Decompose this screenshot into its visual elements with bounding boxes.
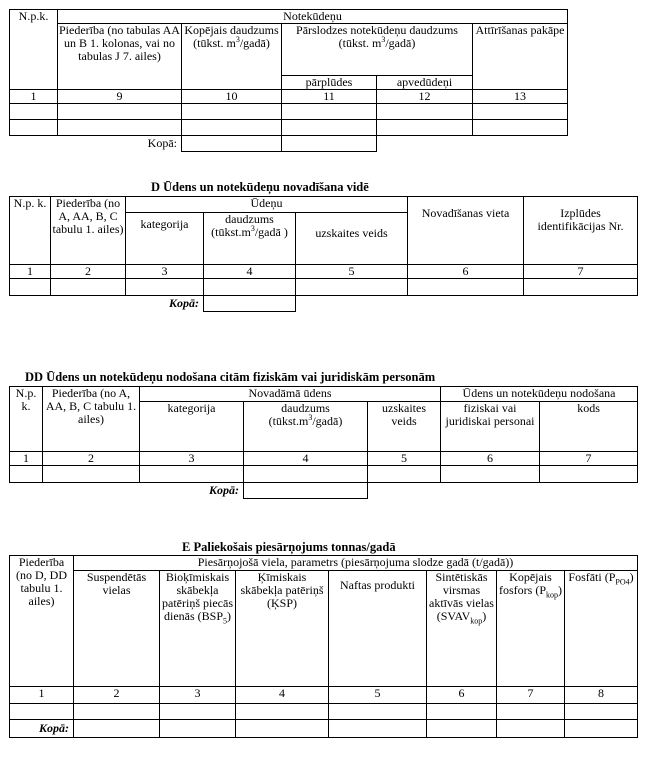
fosfors-header: Kopējais fosfors $(P_{kop})$: [497, 571, 565, 687]
table-row: [10, 120, 568, 136]
col-num: 5: [368, 452, 441, 466]
col-num: 6: [441, 452, 540, 466]
piederiba-header: Piederība (no A, AA, B, C tabulu 1. ailes): [51, 197, 126, 265]
kopa-cell[interactable]: [204, 296, 296, 312]
table-dd: [9, 386, 638, 499]
ksp-header: Ķīmiskais skābekļa patēriņš (ĶSP): [236, 571, 329, 687]
col-num: 1: [10, 687, 74, 704]
kopejais-header: Kopējais daudzums (tūkst. $m^3/gadā$): [182, 24, 282, 90]
npk-header: N.p. k.: [10, 387, 43, 452]
kopa-label: Kopā:: [169, 296, 199, 311]
kopa-cell[interactable]: [282, 136, 377, 152]
novadama-group-header: Novadāmā ūdens: [140, 387, 441, 402]
table-e: [9, 555, 638, 738]
col-num: 7: [524, 265, 638, 279]
table-d-title: D Ūdens un notekūdeņu novadīšana vidē: [151, 180, 369, 194]
table-row: [10, 104, 568, 120]
parslodzes-header: Pārslodzes notekūdeņu daudzums (tūkst. $m^3/gadā$): [282, 24, 473, 76]
piesarnojosa-group-header: Piesārņojošā viela, parametrs (piesārņojuma slodze gadā (t/gadā)): [74, 556, 638, 571]
table-row: [10, 466, 638, 483]
npk-header: N.p.k.: [10, 10, 58, 90]
kategorija-header: kategorija: [140, 402, 244, 452]
col-num: 6: [427, 687, 497, 704]
parpludes-header: pārplūdes: [282, 76, 377, 90]
udenu-group-header: Ūdeņu: [126, 197, 408, 213]
col-num: 3: [140, 452, 244, 466]
kopa-cell[interactable]: [497, 720, 565, 738]
fiziskai-header: fiziskai vai juridiskai personai: [441, 402, 540, 452]
col-num: 1: [10, 90, 58, 104]
kopa-cell[interactable]: [565, 720, 638, 738]
col-num: 2: [43, 452, 140, 466]
table-d: [9, 196, 638, 312]
naftas-header: Naftas produkti: [329, 571, 427, 687]
col-num: 9: [58, 90, 182, 104]
nodosana-group-header: Ūdens un notekūdeņu nodošana: [441, 387, 638, 402]
table-a: [9, 9, 568, 152]
kopa-cell[interactable]: [244, 483, 368, 499]
daudzums-header: daudzums $(tūkst.m^3/gadā)$: [244, 402, 368, 452]
npk-header: N.p. k.: [10, 197, 51, 265]
kopa-row: [10, 136, 568, 152]
kopa-row: [10, 720, 638, 738]
daudzums-header: daudzums ($tūkst.m^3$/gadā ): [204, 213, 296, 265]
notekudenu-group-header: Notekūdeņu: [58, 10, 568, 24]
col-num: 3: [160, 687, 236, 704]
kopa-label: Kopā:: [209, 483, 239, 498]
col-num: 13: [473, 90, 568, 104]
kategorija-header: kategorija: [126, 213, 204, 265]
table-dd-title: DD Ūdens un notekūdeņu nodošana citām fiziskām vai juridiskām personām: [25, 370, 436, 384]
col-num: 4: [244, 452, 368, 466]
col-num: 7: [497, 687, 565, 704]
fosfati-header: Fosfāti $(P_{PO4})$: [565, 571, 638, 687]
attirisanas-header: Attīrīšanas pakāpe: [473, 24, 568, 90]
col-num: 5: [329, 687, 427, 704]
izpludes-header: Izplūdes identifikācijas Nr.: [524, 197, 638, 265]
table-row: [10, 279, 638, 296]
col-num: 6: [408, 265, 524, 279]
kopa-cell[interactable]: [182, 136, 282, 152]
kopa-label: Kopā:: [10, 720, 74, 738]
kopa-row: [10, 483, 638, 499]
col-num: 2: [51, 265, 126, 279]
piederiba-header: Piederība (no D, DD tabulu 1. ailes): [10, 556, 74, 687]
novadisanas-header: Novadīšanas vieta: [408, 197, 524, 265]
col-num: 11: [282, 90, 377, 104]
kopa-cell[interactable]: [427, 720, 497, 738]
kopa-label: Kopā:: [147, 136, 177, 151]
col-num: 12: [377, 90, 473, 104]
table-e-title: E Paliekošais piesārņojums tonnas/gadā: [182, 540, 396, 554]
col-num: 5: [296, 265, 408, 279]
kopa-cell[interactable]: [74, 720, 160, 738]
kods-header: kods: [540, 402, 638, 452]
col-num: 2: [74, 687, 160, 704]
col-num: 3: [126, 265, 204, 279]
piederiba-header: Piederība (no A, AA, B, C tabulu 1. ailes): [43, 387, 140, 452]
col-num: 7: [540, 452, 638, 466]
apvedudeni-header: apvedūdeņi: [377, 76, 473, 90]
kopa-cell[interactable]: [160, 720, 236, 738]
piederiba-header: Piederība (no tabulas AA un B 1. kolonas, vai no tabulas J 7. ailes): [58, 24, 182, 90]
suspendetas-header: Suspendētās vielas: [74, 571, 160, 687]
col-num: 4: [204, 265, 296, 279]
col-num: 1: [10, 265, 51, 279]
col-num: 8: [565, 687, 638, 704]
col-num: 4: [236, 687, 329, 704]
bsp-header: Bioķīmiskais skābekļa patēriņš piecās dienās $(BSP_5)$: [160, 571, 236, 687]
col-num: 10: [182, 90, 282, 104]
col-num: 1: [10, 452, 43, 466]
kopa-cell[interactable]: [236, 720, 329, 738]
kopa-cell[interactable]: [329, 720, 427, 738]
uzskaites-header: uzskaites veids: [368, 402, 441, 452]
kopa-row: [10, 296, 638, 312]
svav-header: Sintētiskās virsmas aktīvās vielas $(SVAV_{kop})$: [427, 571, 497, 687]
table-row: [10, 704, 638, 720]
uzskaites-header: uzskaites veids: [296, 213, 408, 265]
